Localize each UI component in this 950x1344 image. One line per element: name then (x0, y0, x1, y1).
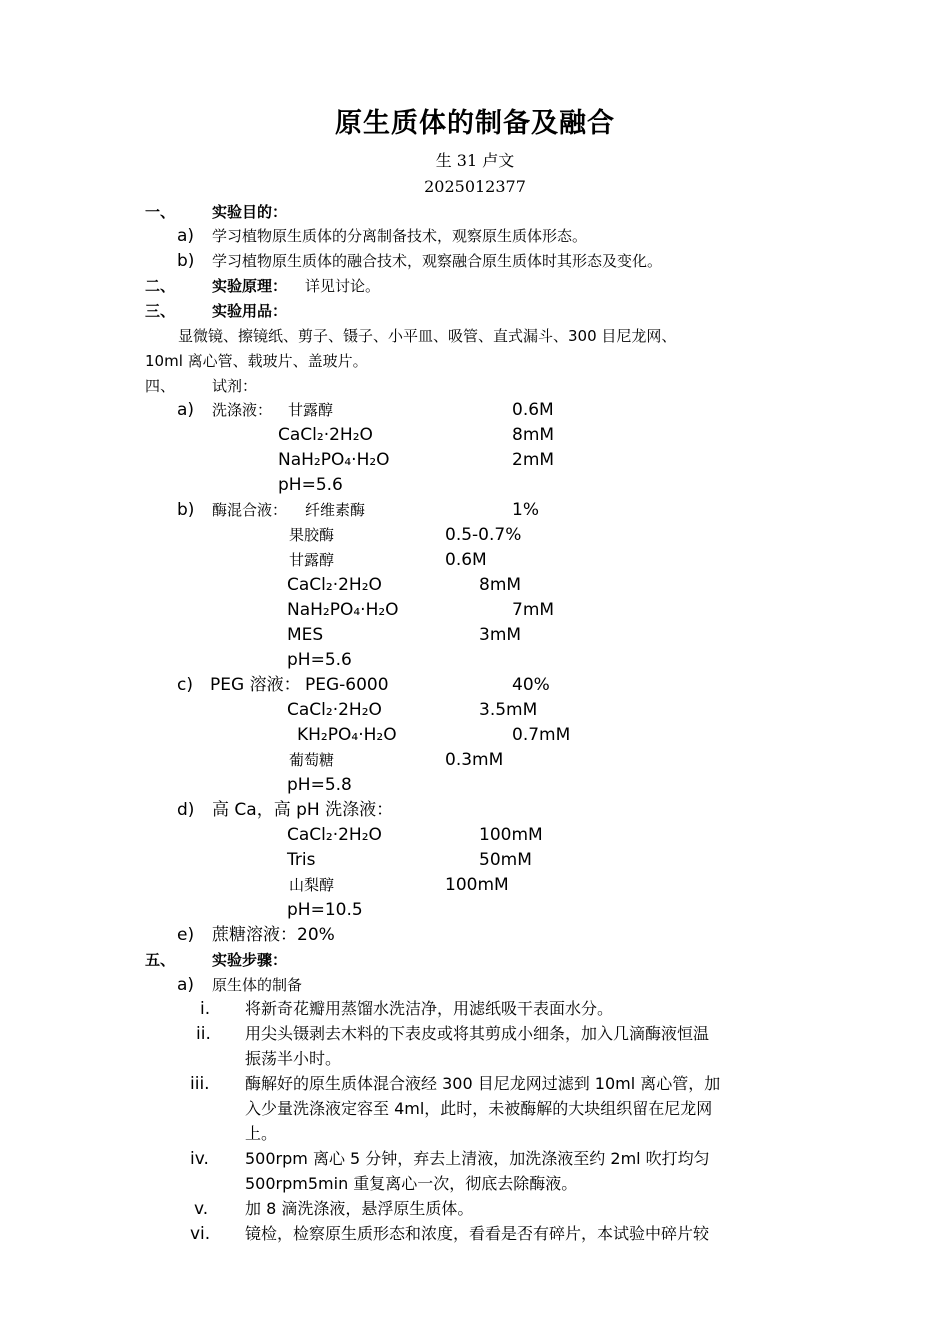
reagent-name: CaCl₂·2H₂O (278, 425, 373, 445)
reagent-name: 果胶酶 (289, 526, 335, 544)
step-marker: i. (200, 999, 211, 1019)
s4-a-label: 洗涤液： (212, 401, 273, 419)
reagent-name: Tris (287, 850, 316, 870)
section-5-number: 五、 (145, 951, 176, 969)
step-text: 将新奇花瓣用蒸馏水洗洁净，用滤纸吸干表面水分。 (245, 999, 614, 1018)
section-3-heading: 实验用品： (212, 302, 288, 320)
reagent-value: 0.6M (512, 400, 554, 420)
s4-d-marker: d) (177, 800, 195, 820)
reagent-value: 3mM (479, 625, 522, 645)
reagent-name: NaH₂PO₄·H₂O (278, 450, 390, 470)
s4-d-label: 高 Ca，高 pH 洗涤液： (212, 800, 394, 820)
reagent-value: 7mM (512, 600, 555, 620)
reagent-value: 0.3mM (445, 750, 504, 770)
reagent-name: CaCl₂·2H₂O (287, 575, 382, 595)
reagent-value: 40% (512, 675, 550, 695)
reagent-ph: pH=5.6 (287, 650, 352, 670)
reagent-name: 葡萄糖 (289, 751, 335, 769)
reagent-name: CaCl₂·2H₂O (287, 700, 382, 720)
section-2-heading: 实验原理： (212, 277, 288, 295)
s1-b-text: 学习植物原生质体的融合技术，观察融合原生质体时其形态及变化。 (212, 252, 663, 270)
reagent-name: 山梨醇 (289, 876, 335, 894)
reagent-value: 8mM (479, 575, 522, 595)
page-title: 原生质体的制备及融合 (335, 108, 615, 139)
reagent-name: KH₂PO₄·H₂O (297, 725, 397, 745)
reagent-value: 1% (512, 500, 539, 520)
reagent-ph: pH=5.8 (287, 775, 352, 795)
section-2-text: 详见讨论。 (305, 277, 381, 295)
reagent-value: 8mM (512, 425, 555, 445)
s5-a-text: 原生体的制备 (212, 976, 303, 994)
s1-a-text: 学习植物原生质体的分离制备技术，观察原生质体形态。 (212, 227, 588, 245)
section-1-heading: 实验目的： (212, 203, 288, 221)
reagent-name: 甘露醇 (289, 551, 335, 569)
reagent-value: 0.6M (445, 550, 487, 570)
step-text: 镜检，检察原生质形态和浓度，看看是否有碎片，本试验中碎片较 (245, 1224, 710, 1243)
step-marker: iv. (190, 1149, 209, 1169)
reagent-name: 甘露醇 (288, 401, 334, 419)
step-marker: iii. (190, 1074, 210, 1094)
reagent-name: NaH₂PO₄·H₂O (287, 600, 399, 620)
s4-b-label: 酶混合液： (212, 501, 288, 519)
step-text: 500rpm 离心 5 分钟，弃去上清液，加洗涤液至约 2ml 吹打均匀 500rpm5min 重复离心一次，彻底去除酶液。 (245, 1149, 710, 1193)
reagent-value: 3.5mM (479, 700, 538, 720)
reagent-name: MES (287, 625, 324, 645)
section-4-heading: 试剂： (212, 377, 258, 395)
reagent-name: 纤维素酶 (305, 501, 366, 519)
section-3-line-1: 显微镜、擦镜纸、剪子、镊子、小平皿、吸管、直式漏斗、300 目尼龙网、 (178, 327, 677, 345)
reagent-ph: pH=10.5 (287, 900, 363, 920)
section-1-number: 一、 (145, 203, 176, 221)
section-3-line-2: 10ml 离心管、载玻片、盖玻片。 (145, 352, 368, 370)
reagent-name: CaCl₂·2H₂O (287, 825, 382, 845)
s4-c-marker: c) (177, 675, 193, 695)
s4-e-marker: e) (177, 925, 195, 945)
step-marker: v. (194, 1199, 209, 1219)
s4-a-marker: a) (177, 400, 195, 420)
s5-a-marker: a) (177, 975, 195, 995)
step-marker: vi. (190, 1224, 211, 1244)
s4-c-label: PEG 溶液： (210, 675, 301, 695)
step-text: 加 8 滴洗涤液，悬浮原生质体。 (245, 1199, 474, 1218)
author-line: 生 31 卢文 (435, 151, 515, 170)
reagent-value: 100mM (445, 875, 509, 895)
reagent-value: 50mM (479, 850, 532, 870)
reagent-ph: pH=5.6 (278, 475, 343, 495)
reagent-value: 100mM (479, 825, 543, 845)
reagent-value: 0.7mM (512, 725, 571, 745)
step-marker: ii. (196, 1024, 211, 1044)
step-text: 用尖头镊剥去木料的下表皮或将其剪成小细条，加入几滴酶液恒温 振荡半小时。 (245, 1024, 710, 1068)
section-3-number: 三、 (145, 302, 176, 320)
s1-a-marker: a) (177, 226, 195, 246)
reagent-name: PEG-6000 (305, 675, 389, 695)
s1-b-marker: b) (177, 251, 195, 271)
section-2-number: 二、 (145, 277, 176, 295)
step-text: 酶解好的原生质体混合液经 300 目尼龙网过滤到 10ml 离心管，加 入少量洗涤液定容至 4ml，此时，未被酶解的大块组织留在尼龙网 上。 (245, 1074, 721, 1143)
s4-e-label: 蔗糖溶液：20% (212, 925, 335, 945)
s4-b-marker: b) (177, 500, 195, 520)
section-4-number: 四、 (145, 377, 176, 395)
reagent-value: 2mM (512, 450, 555, 470)
reagent-value: 0.5-0.7% (445, 525, 522, 545)
section-5-heading: 实验步骤： (212, 951, 288, 969)
student-id: 2025012377 (424, 177, 526, 196)
